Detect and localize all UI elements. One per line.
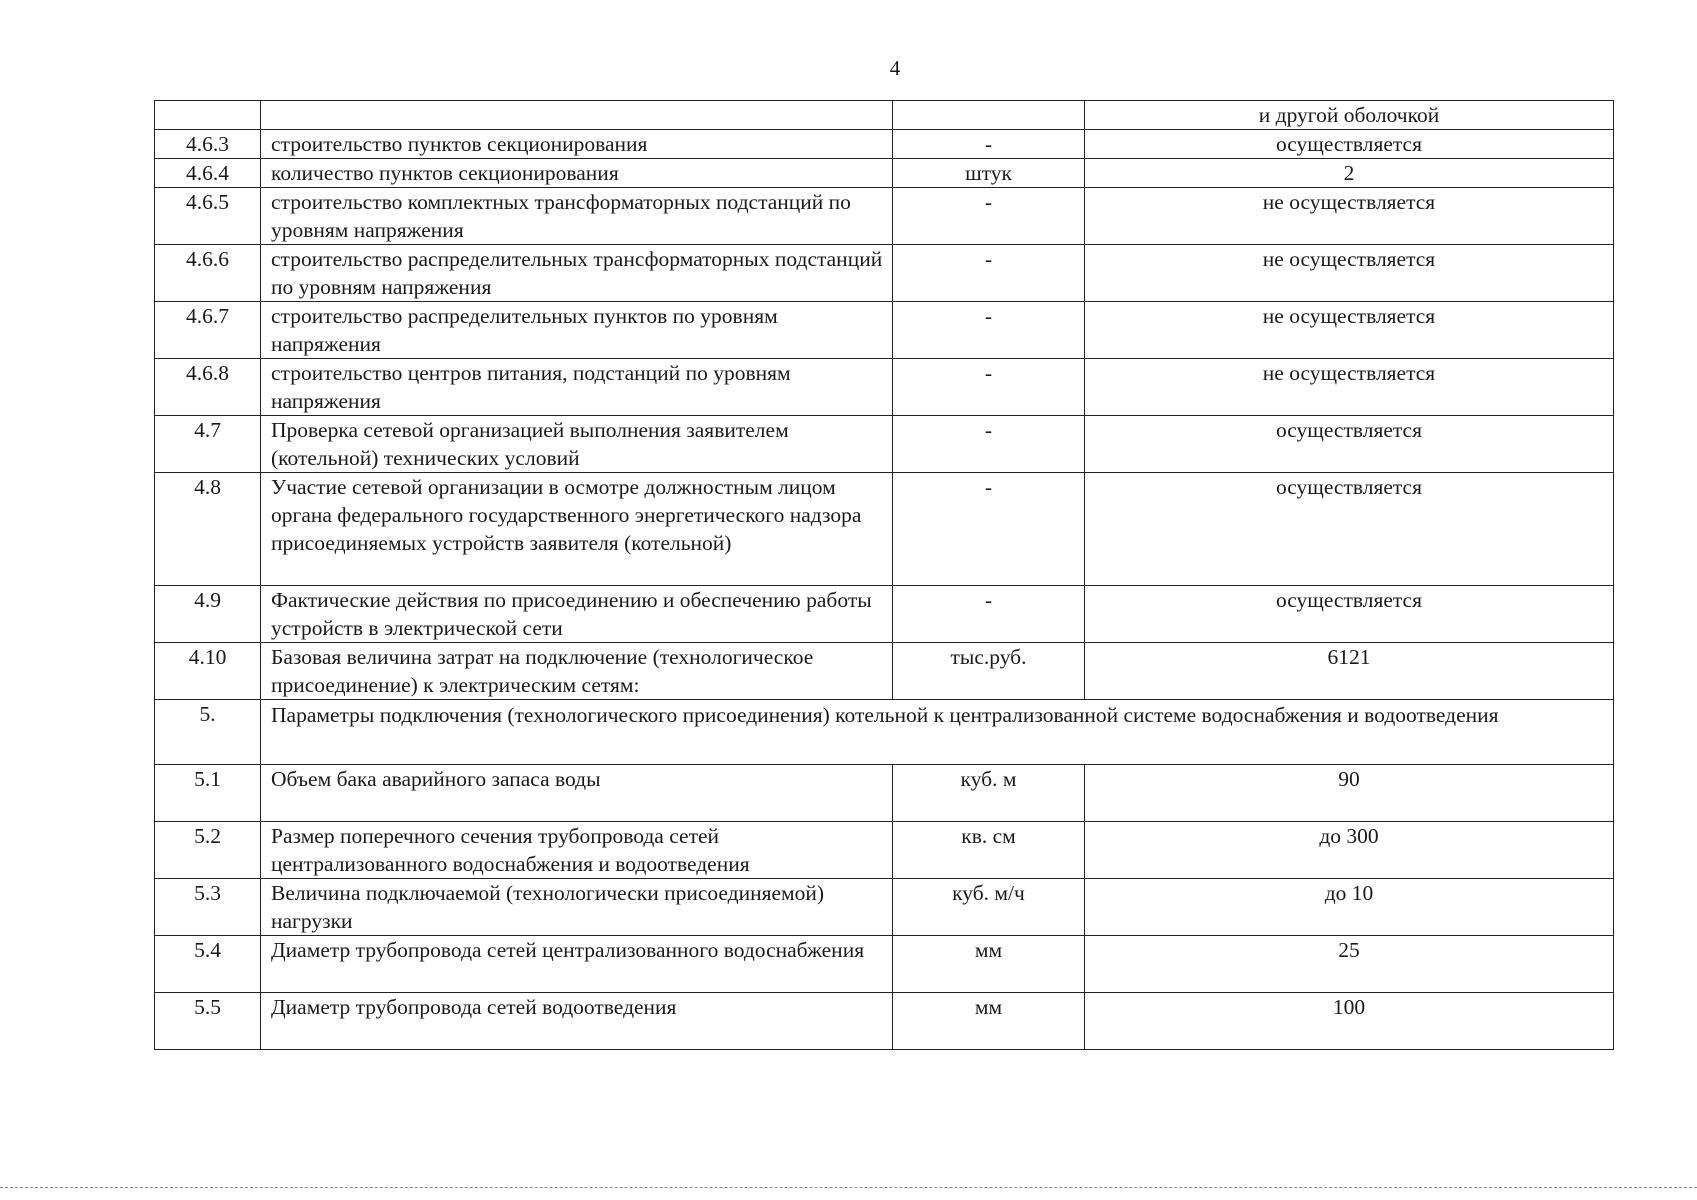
- row-unit: куб. м: [893, 765, 1085, 822]
- row-unit: -: [893, 359, 1085, 416]
- row-description: строительство комплектных трансформаторных подстанций по уровням напряжения: [261, 188, 893, 245]
- row-value: 100: [1085, 993, 1614, 1050]
- row-description: [261, 101, 893, 130]
- row-number: 4.6.6: [155, 245, 261, 302]
- row-value: до 300: [1085, 822, 1614, 879]
- table-row: [155, 643, 1614, 700]
- row-description: Объем бака аварийного запаса воды: [261, 765, 893, 822]
- row-unit: -: [893, 245, 1085, 302]
- row-unit: мм: [893, 993, 1085, 1050]
- row-number: 4.8: [155, 473, 261, 586]
- table-row: [155, 822, 1614, 879]
- row-number: 4.6.7: [155, 302, 261, 359]
- row-description: Фактические действия по присоединению и обеспечению работы устройств в электрической сети: [261, 586, 893, 643]
- row-description: Размер поперечного сечения трубопровода сетей централизованного водоснабжения и водоотведения: [261, 822, 893, 879]
- row-value: осуществляется: [1085, 473, 1614, 586]
- row-description: Диаметр трубопровода сетей водоотведения: [261, 993, 893, 1050]
- row-number: 4.6.8: [155, 359, 261, 416]
- row-unit: тыс.руб.: [893, 643, 1085, 700]
- section-row: [155, 700, 1614, 765]
- row-unit: [893, 101, 1085, 130]
- row-number: 4.6.4: [155, 159, 261, 188]
- table-row: [155, 359, 1614, 416]
- row-number: 4.6.5: [155, 188, 261, 245]
- row-unit: кв. см: [893, 822, 1085, 879]
- table-row: [155, 936, 1614, 993]
- row-unit: -: [893, 473, 1085, 586]
- row-description: Величина подключаемой (технологически присоединяемой) нагрузки: [261, 879, 893, 936]
- row-value: не осуществляется: [1085, 302, 1614, 359]
- table-row: [155, 130, 1614, 159]
- row-value: 2: [1085, 159, 1614, 188]
- row-description: Диаметр трубопровода сетей централизованного водоснабжения: [261, 936, 893, 993]
- row-value: не осуществляется: [1085, 188, 1614, 245]
- row-number: 5.3: [155, 879, 261, 936]
- row-value: осуществляется: [1085, 130, 1614, 159]
- row-number: 5.2: [155, 822, 261, 879]
- row-value: 90: [1085, 765, 1614, 822]
- scan-edge-line: [0, 1187, 1697, 1188]
- table-row: [155, 188, 1614, 245]
- row-unit: -: [893, 130, 1085, 159]
- row-description: Базовая величина затрат на подключение (технологическое присоединение) к электрическим сетям:: [261, 643, 893, 700]
- table-row: [155, 245, 1614, 302]
- row-value: 25: [1085, 936, 1614, 993]
- row-description: строительство распределительных пунктов по уровням напряжения: [261, 302, 893, 359]
- table-row: [155, 765, 1614, 822]
- row-description: строительство центров питания, подстанций по уровням напряжения: [261, 359, 893, 416]
- row-value: и другой оболочкой: [1085, 101, 1614, 130]
- row-value: осуществляется: [1085, 586, 1614, 643]
- row-number: 5.4: [155, 936, 261, 993]
- section-title: Параметры подключения (технологического присоединения) котельной к централизованной системе водоснабжения и водоотведения: [261, 700, 1614, 765]
- row-number: 4.6.3: [155, 130, 261, 159]
- table-row: [155, 879, 1614, 936]
- table-row: [155, 416, 1614, 473]
- row-number: 5.5: [155, 993, 261, 1050]
- row-unit: -: [893, 416, 1085, 473]
- row-unit: -: [893, 586, 1085, 643]
- row-value: не осуществляется: [1085, 245, 1614, 302]
- row-number: 4.9: [155, 586, 261, 643]
- table-row: [155, 159, 1614, 188]
- row-description: Проверка сетевой организацией выполнения заявителем (котельной) технических условий: [261, 416, 893, 473]
- row-description: количество пунктов секционирования: [261, 159, 893, 188]
- row-description: Участие сетевой организации в осмотре должностным лицом органа федерального государственного энергетического надзора присоединяемых устройств заявителя (котельной): [261, 473, 893, 586]
- parameters-table-body: [155, 101, 1614, 1050]
- page-number: 4: [889, 56, 901, 80]
- row-description: строительство пунктов секционирования: [261, 130, 893, 159]
- row-unit: куб. м/ч: [893, 879, 1085, 936]
- row-number: [155, 101, 261, 130]
- row-value: не осуществляется: [1085, 359, 1614, 416]
- table-row: [155, 302, 1614, 359]
- row-value: до 10: [1085, 879, 1614, 936]
- table-row: [155, 586, 1614, 643]
- row-unit: мм: [893, 936, 1085, 993]
- row-unit: штук: [893, 159, 1085, 188]
- row-unit: -: [893, 188, 1085, 245]
- section-number: 5.: [155, 700, 261, 765]
- row-unit: -: [893, 302, 1085, 359]
- row-value: 6121: [1085, 643, 1614, 700]
- row-number: 4.7: [155, 416, 261, 473]
- row-number: 5.1: [155, 765, 261, 822]
- row-value: осуществляется: [1085, 416, 1614, 473]
- parameters-table: [154, 100, 1614, 1050]
- table-row: [155, 101, 1614, 130]
- row-description: строительство распределительных трансформаторных подстанций по уровням напряжения: [261, 245, 893, 302]
- table-row: [155, 993, 1614, 1050]
- row-number: 4.10: [155, 643, 261, 700]
- table-row: [155, 473, 1614, 586]
